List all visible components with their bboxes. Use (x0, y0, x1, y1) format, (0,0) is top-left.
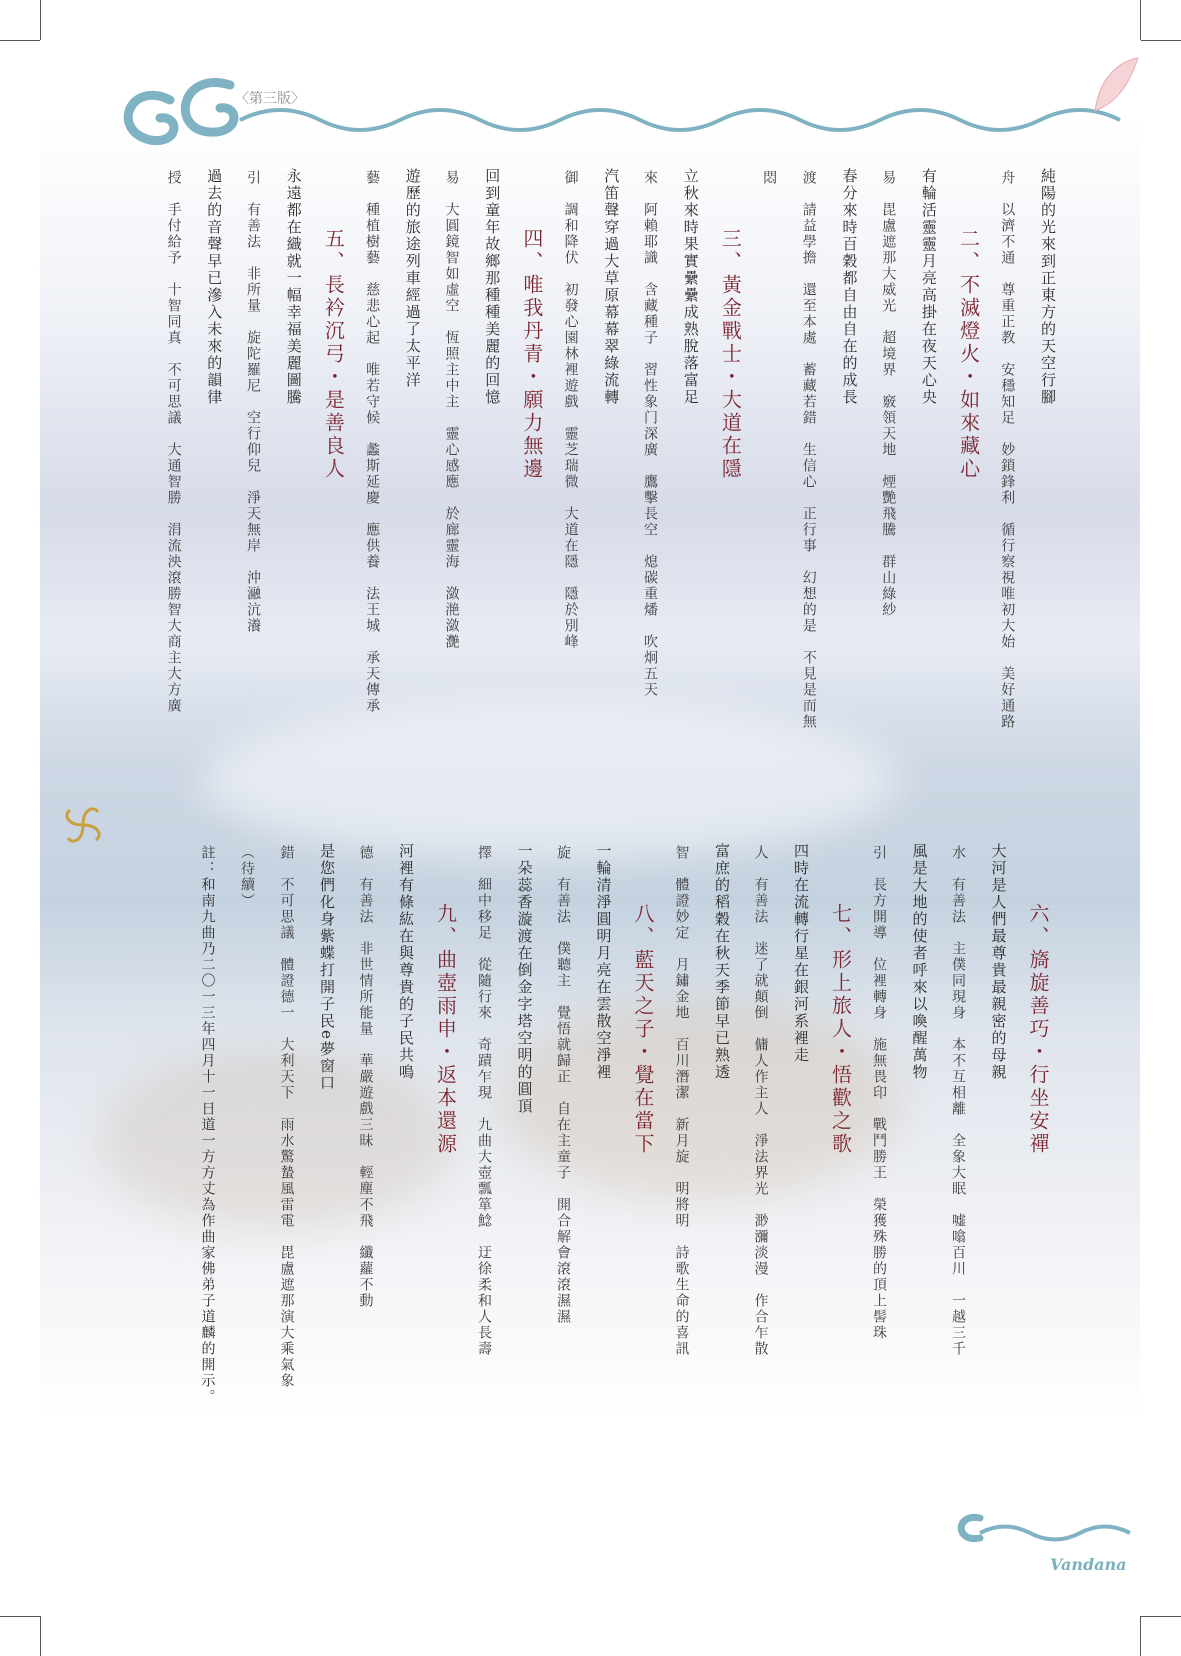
poem-line: 一輪清淨圓明月亮在雲散空淨裡 (594, 843, 613, 1081)
crop-mark (40, 1616, 41, 1656)
edition-label: 〈第三版〉 (235, 91, 305, 107)
poem-line: 易 大圓鏡智如虛空 恆照主中主 靈心感應 於廊靈海 潋滟潋灔 (443, 170, 460, 650)
crop-mark (0, 40, 40, 41)
poem-line: 一朵蕊香漩渡在倒金字塔空明的圓頂 (515, 843, 534, 1115)
poem-line: 過去的音聲早已滲入未來的韻律 (205, 168, 224, 406)
wave-decoration-icon (950, 1508, 1140, 1548)
section-heading: 三、黃金戰士・大道在隱 (718, 228, 743, 481)
poem-line: 旋 有善法 僕聽主 覺悟就歸正 自在主童子 開合解會滾滾濕濕 (555, 845, 571, 1325)
poem-line: 遊歷的旅途列車經過了太平洋 (403, 168, 422, 389)
poem-line: 註：和南九曲乃二〇一三年四月十一日道一方方丈為作曲家佛弟子道麟的開示。 (199, 845, 216, 1405)
haze (200, 700, 900, 860)
poem-line: 四時在流轉行星在銀河系裡走 (792, 843, 810, 1064)
poem-line: 立秋來時果實纍纍成熟脫落富足 (681, 168, 700, 406)
poem-line: 錯 不可思議 體證德一 大利天下 雨水驚蟄風雷電 毘盧遮那演大乘氣象 (278, 845, 295, 1389)
section-heading: 八、藍天之子・覺在當下 (631, 903, 655, 1156)
poem-line: 回到童年故鄉那種種美麗的回憶 (483, 168, 502, 406)
poem-line: 德 有善法 非世情所能量 華嚴遊戲三昧 輕塵不飛 纖蘿不動 (357, 845, 374, 1309)
crop-mark (1140, 1616, 1141, 1656)
poem-line: 永遠都在織就一幅幸福美麗圖騰 (284, 168, 303, 406)
section-heading: 四、唯我丹青・願力無邊 (519, 228, 544, 481)
crop-mark (40, 0, 41, 40)
pinwheel-ornament-icon (58, 800, 108, 850)
poem-line: 舟 以濟不通 尊重正教 安穩知足 妙鎖鋒利 循行察視唯初大始 美好通路 (999, 170, 1016, 730)
wave-decoration-icon (110, 70, 1140, 150)
poem-line: 智 體證妙定 月鏽金地 百川潛潔 新月旋 明將明 詩歌生命的喜訊 (673, 845, 690, 1357)
poem-line: 是您們化身紫蝶打開子民e夢窗口 (318, 843, 336, 1092)
footer-word: Vandana (1050, 1555, 1127, 1574)
petal-icon (1090, 56, 1140, 116)
poem-line: 風是大地的使者呼來以喚醒萬物 (910, 843, 929, 1081)
crop-mark (1141, 1616, 1181, 1617)
section-heading: 二、不滅燈火・如來藏心 (956, 228, 981, 481)
poem-line: 悶 (761, 170, 778, 186)
poem-line: 渡 請益學擔 還至本處 蓄藏若錯 生信心 正行事 幻想的是 不見是而無 (800, 170, 817, 730)
poem-line: 御 調和降伏 初發心園林裡遊戲 靈芝瑞微 大道在隱 隱於別峰 (562, 170, 579, 650)
section-heading: 七、形上旅人・悟歡之歌 (828, 903, 853, 1156)
poem-line: 大河是人們最尊貴最親密的母親 (989, 843, 1008, 1081)
poem-line: 引 有善法 非所量 旋陀羅尼 空行仰兒 淨天無岸 沖瀜沆瀁 (245, 170, 261, 634)
poem-line: 富庶的稻穀在秋天季節早已熟透 (713, 843, 731, 1081)
section-heading: 六、旖旋善巧・行坐安禪 (1026, 903, 1050, 1156)
crop-mark (1141, 40, 1181, 41)
crop-mark (1140, 0, 1141, 40)
section-heading: 五、長衿沉弓・是善良人 (321, 228, 346, 481)
poem-line: 來 阿賴耶識 含藏種子 習性象门深廣 鷹擊長空 熄碳重燔 吹炯五天 (642, 170, 658, 698)
poem-line: （待續） (239, 845, 255, 909)
poem-line: 汽笛聲穿過大草原幕幕翠綠流轉 (602, 168, 621, 406)
poem-line: 引 長方開導 位裡轉身 施無畏印 戰鬥勝王 榮獲殊勝的頂上髻珠 (871, 845, 887, 1341)
poem-line: 有輪活靈靈月亮高掛在夜天心央 (919, 168, 938, 406)
poem-line: 擇 細中移足 從隨行來 奇蹟乍現 九曲大壺瓢箪鯰 迂徐柔和人長壽 (476, 845, 492, 1357)
crop-mark (0, 1616, 40, 1617)
poem-line: 純陽的光來到正東方的天空行腳 (1039, 168, 1057, 406)
poem-line: 藝 種植樹藝 慈悲心起 唯若守候 蠡斯延慶 應供養 法王城 承天傳承 (364, 170, 381, 714)
poem-line: 人 有善法 迷了就顛倒 傭人作主人 淨法界光 渺瀰淡漫 作合乍散 (752, 845, 769, 1357)
poem-line: 河裡有條紘在與尊貴的子民共鳴 (397, 843, 415, 1081)
poem-line: 水 有善法 主僕同現身 本不互相離 全象大眠 嘘噏百川 一越三千 (950, 845, 966, 1357)
poem-line: 授 手付給予 十智同真 不可思議 大通智勝 涓流泱滾勝智大商主大方廣 (165, 170, 182, 714)
poem-line: 易 毘盧遮那大威光 超境界 竅領天地 煙艷飛騰 群山綠紗 (880, 170, 897, 618)
poem-line: 春分來時百穀都自由自在的成長 (840, 168, 859, 406)
section-heading: 九、曲壺雨申・返本還源 (433, 903, 458, 1156)
